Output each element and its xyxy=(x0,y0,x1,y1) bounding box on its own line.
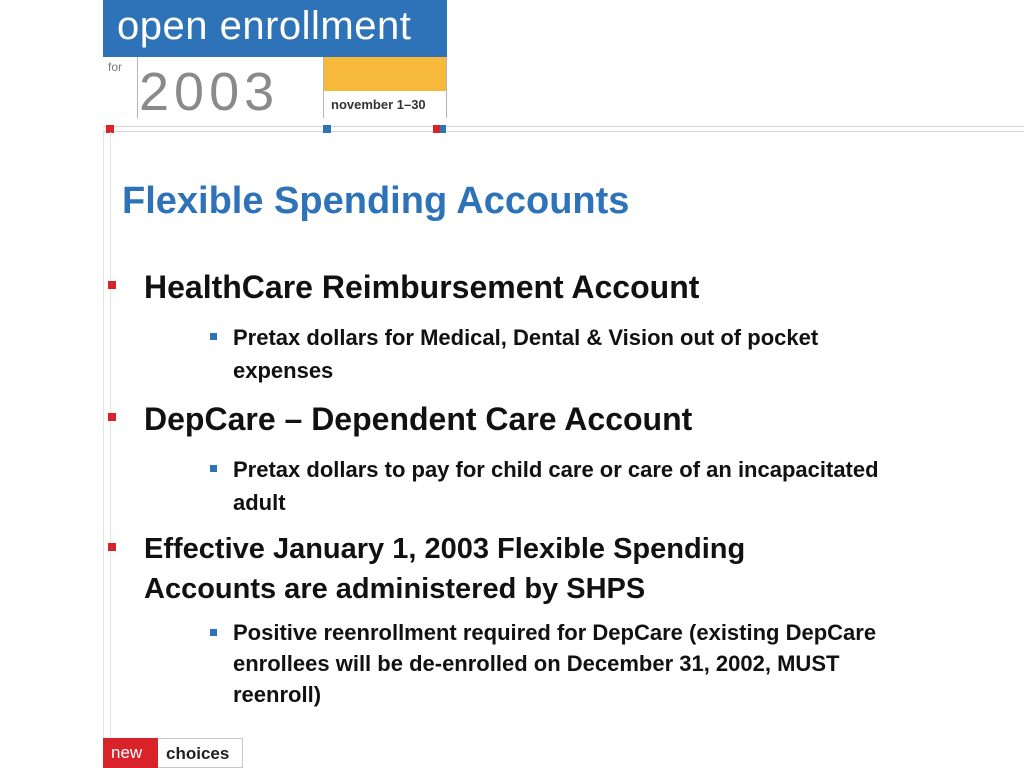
bullet-text: Effective January 1, 2003 Flexible Spending Accounts are administered by SHPS xyxy=(144,533,746,605)
logo-choices-label: choices xyxy=(158,738,243,768)
sub-bullet-text: Positive reenrollment required for DepCare (existing DepCare enrollees will be de-enrolled on December 31, 2002, MUST reenroll) xyxy=(233,620,877,707)
red-bullet-icon xyxy=(108,413,116,421)
new-choices-logo xyxy=(103,738,243,768)
header-rule xyxy=(103,126,1024,132)
red-bullet-icon xyxy=(108,281,116,289)
sub-bullet-item xyxy=(233,453,923,519)
logo-dates: november 1–30 xyxy=(331,97,426,112)
sub-bullet-text: Pretax dollars to pay for child care or care of an incapacitated adult xyxy=(233,457,879,515)
red-bullet-icon xyxy=(108,543,116,551)
blue-bullet-icon xyxy=(210,465,217,472)
logo-for-box xyxy=(103,57,137,118)
logo-new-label: new xyxy=(103,738,158,768)
bullet-item xyxy=(144,529,884,609)
sub-bullet-item xyxy=(233,321,923,387)
logo-divider xyxy=(323,57,324,118)
bullet-item xyxy=(144,399,944,439)
logo-yellow-block xyxy=(323,57,447,91)
bullet-text: DepCare – Dependent Care Account xyxy=(144,401,693,437)
blue-square-marker xyxy=(323,125,331,133)
open-enrollment-logo xyxy=(103,0,447,122)
logo-year-box xyxy=(137,57,323,122)
blue-bullet-icon xyxy=(210,333,217,340)
logo-year: 2003 xyxy=(139,62,280,122)
sub-bullet-item xyxy=(233,617,913,710)
sub-bullet-text: Pretax dollars for Medical, Dental & Vision out of pocket expenses xyxy=(233,325,819,383)
left-vertical-rule xyxy=(103,132,104,738)
logo-blue-band xyxy=(103,0,447,57)
bullet-item xyxy=(144,267,944,307)
logo-heading: open enrollment xyxy=(117,4,412,48)
logo-for-label: for xyxy=(108,60,123,74)
logo-divider xyxy=(446,57,447,118)
left-vertical-rule xyxy=(110,132,111,738)
blue-bullet-icon xyxy=(210,629,217,636)
slide-title: Flexible Spending Accounts xyxy=(122,180,630,222)
logo-divider xyxy=(137,57,138,118)
bullet-text: HealthCare Reimbursement Account xyxy=(144,269,700,305)
blue-square-marker xyxy=(440,125,446,133)
